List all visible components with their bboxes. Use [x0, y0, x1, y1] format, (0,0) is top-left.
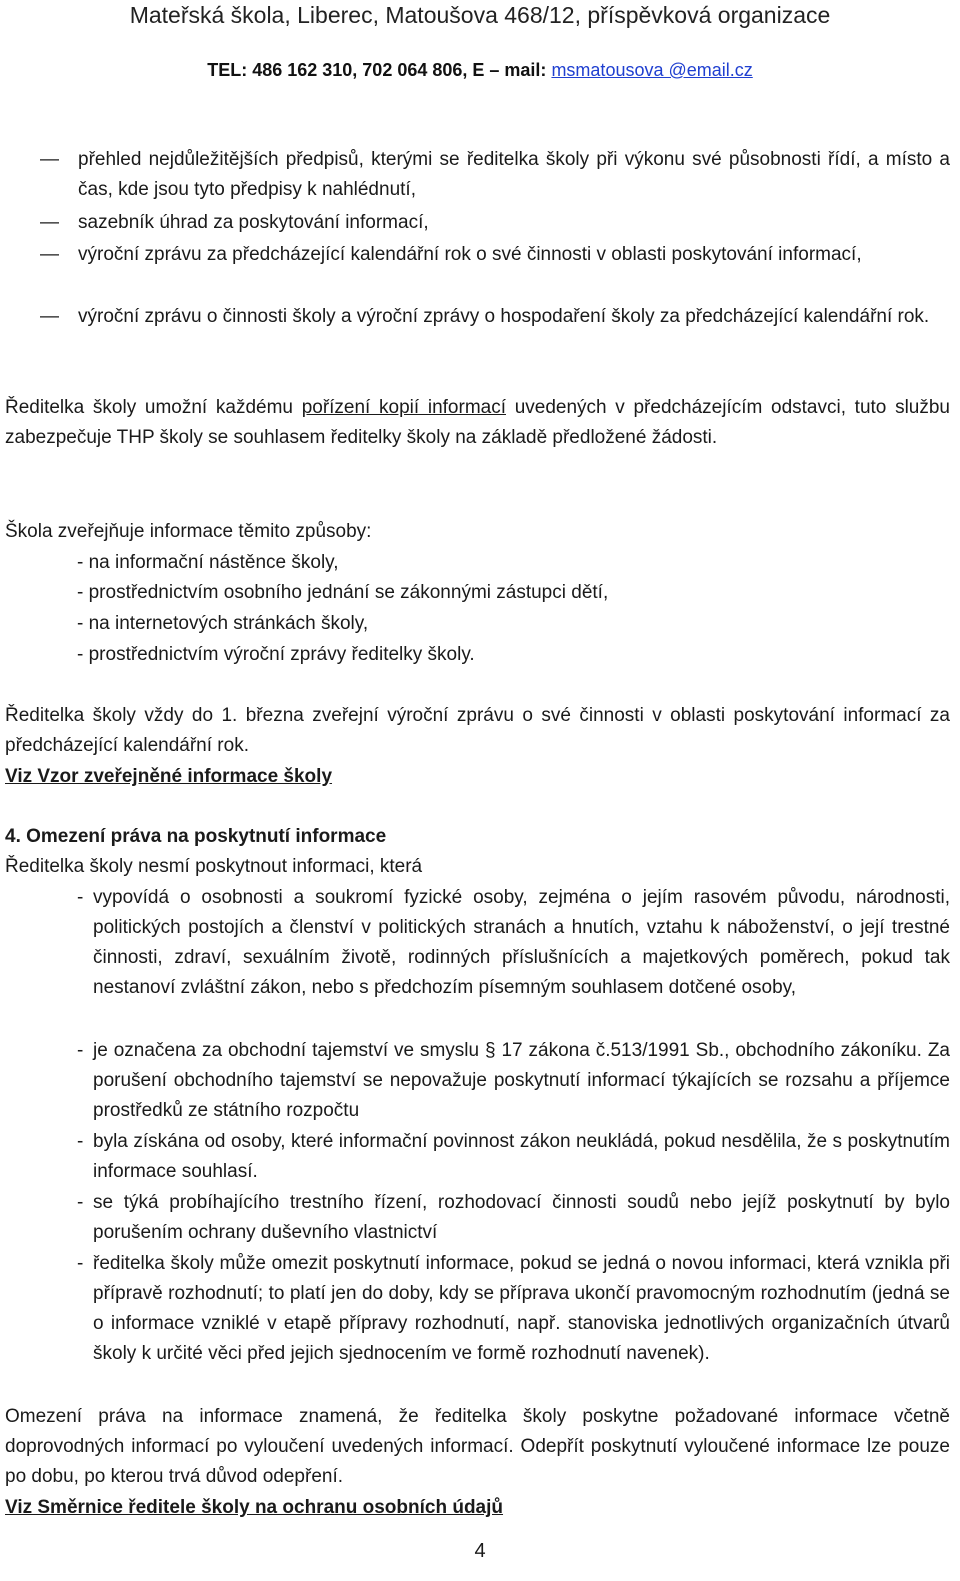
restriction-text: byla získána od osoby, které informační povinnost zákon neukládá, pokud nesdělila, že s poskytnutím informace souhlasí. [93, 1131, 950, 1182]
smernice-link[interactable]: Viz Směrnice ředitele školy na ochranu osobních údajů [5, 1497, 504, 1518]
restriction-text: je označena za obchodní tajemství ve smyslu § 17 zákona č.513/1991 Sb., obchodního zákoníku. Za porušení obchodního tajemství se nepovažuje poskytnutí informací týkajících se rozsahu a příjemce prostředků ze státního rozpočtu [93, 1040, 950, 1121]
dash-bullet: - [77, 1192, 84, 1213]
dash-bullet: — [40, 149, 59, 170]
section-4-closing: Omezení práva na informace znamená, že ředitelka školy poskytne požadované informace včetně doprovodných informací po vyloučení uvedených informací. Odepřít poskytnutí vyloučené informace lze pouze po dobu, po kterou trvá důvod odepření. [5, 1406, 950, 1487]
dash-bullet: — [40, 212, 59, 233]
underlined-term: pořízení kopií informací [301, 397, 506, 418]
dash-list-item [40, 145, 950, 205]
dash-bullet: — [40, 244, 59, 265]
restriction-item [77, 1249, 950, 1369]
section-4-heading: 4. Omezení práva na poskytnutí informace [5, 826, 387, 847]
restriction-item [77, 1036, 950, 1126]
publish-item: - na internetových stránkách školy, [77, 613, 369, 634]
text-run: Ředitelka školy umožní každému [5, 397, 302, 418]
dash-bullet: - [77, 1253, 84, 1274]
vzor-link[interactable]: Viz Vzor zveřejněné informace školy [5, 766, 333, 787]
restriction-item [77, 883, 950, 1003]
school-name-header: Mateřská škola, Liberec, Matoušova 468/12, příspěvková organizace [129, 2, 831, 28]
dash-bullet: — [40, 306, 59, 327]
copies-paragraph [5, 393, 950, 453]
page-number: 4 [474, 1540, 486, 1562]
dash-list-item [40, 240, 950, 270]
publish-item: - prostřednictvím osobního jednání se zákonnými zástupci dětí, [77, 582, 609, 603]
publish-intro: Škola zveřejňuje informace těmito způsoby: [5, 521, 372, 542]
restriction-item [77, 1188, 950, 1248]
dash-bullet: - [77, 1131, 84, 1152]
restriction-text: se týká probíhajícího trestního řízení, rozhodovací činnosti soudů nebo jejíž poskytnutí by bylo porušením ochrany duševního vlastnictví [93, 1192, 950, 1243]
text-run: uvedených v předcházejícím odstavci, tuto službu zabezpečuje THP školy se souhlasem ředitelky školy na základě předložené žádosti. [5, 397, 950, 448]
section-4-intro: Ředitelka školy nesmí poskytnout informaci, která [5, 856, 423, 877]
list-item-text: přehled nejdůležitějších předpisů, kterými se ředitelka školy při výkonu své působnosti řídí, a místo a čas, kde jsou tyto předpisy k nahlédnutí, [78, 149, 950, 200]
contact-phones: TEL: 486 162 310, 702 064 806, E – mail: [207, 60, 552, 80]
list-item-text: výroční zprávu za předcházející kalendářní rok o své činnosti v oblasti poskytování informací, [78, 244, 862, 265]
dash-list-item [40, 302, 950, 332]
restriction-item [77, 1127, 950, 1187]
contact-line [0, 58, 960, 82]
annual-report-paragraph: Ředitelka školy vždy do 1. března zveřejní výroční zprávu o své činnosti v oblasti poskytování informací za předcházející kalendářní rok. [5, 705, 950, 756]
list-item-text: výroční zprávu o činnosti školy a výroční zprávy o hospodaření školy za předcházející kalendářní rok. [78, 306, 930, 327]
restriction-text: ředitelka školy může omezit poskytnutí informace, pokud se jedná o novou informaci, která vznikla při přípravě rozhodnutí; to platí jen do doby, kdy se příprava ukončí pravomocným rozhodnutím (jedná se o informace vzniklé v etapě přípravy rozhodnutí, např. stanoviska jednotlivých organizačních útvarů školy k určité věci před jejich sjednocením ve formě rozhodnutí navenek). [93, 1253, 950, 1364]
restriction-text: vypovídá o osobnosti a soukromí fyzické osoby, zejména o jejím rasovém původu, národnosti, politických postojích a členství v politických stranách a hnutích, vztahu k náboženství, o její trestné činnosti, zdraví, sexuálním životě, rodinných příslušnících a majetkových poměrech, pokud tak nestanoví zvláštní zákon, nebo s předchozím písemným souhlasem dotčené osoby, [93, 887, 950, 998]
dash-bullet: - [77, 1040, 84, 1061]
publish-item: - prostřednictvím výroční zprávy ředitelky školy. [77, 644, 475, 665]
list-item-text: sazebník úhrad za poskytování informací, [78, 212, 429, 233]
dash-list-item [40, 208, 950, 238]
dash-bullet: - [77, 887, 84, 908]
publish-item: - na informační nástěnce školy, [77, 552, 339, 573]
email-link[interactable]: msmatousova @email.cz [551, 60, 753, 80]
